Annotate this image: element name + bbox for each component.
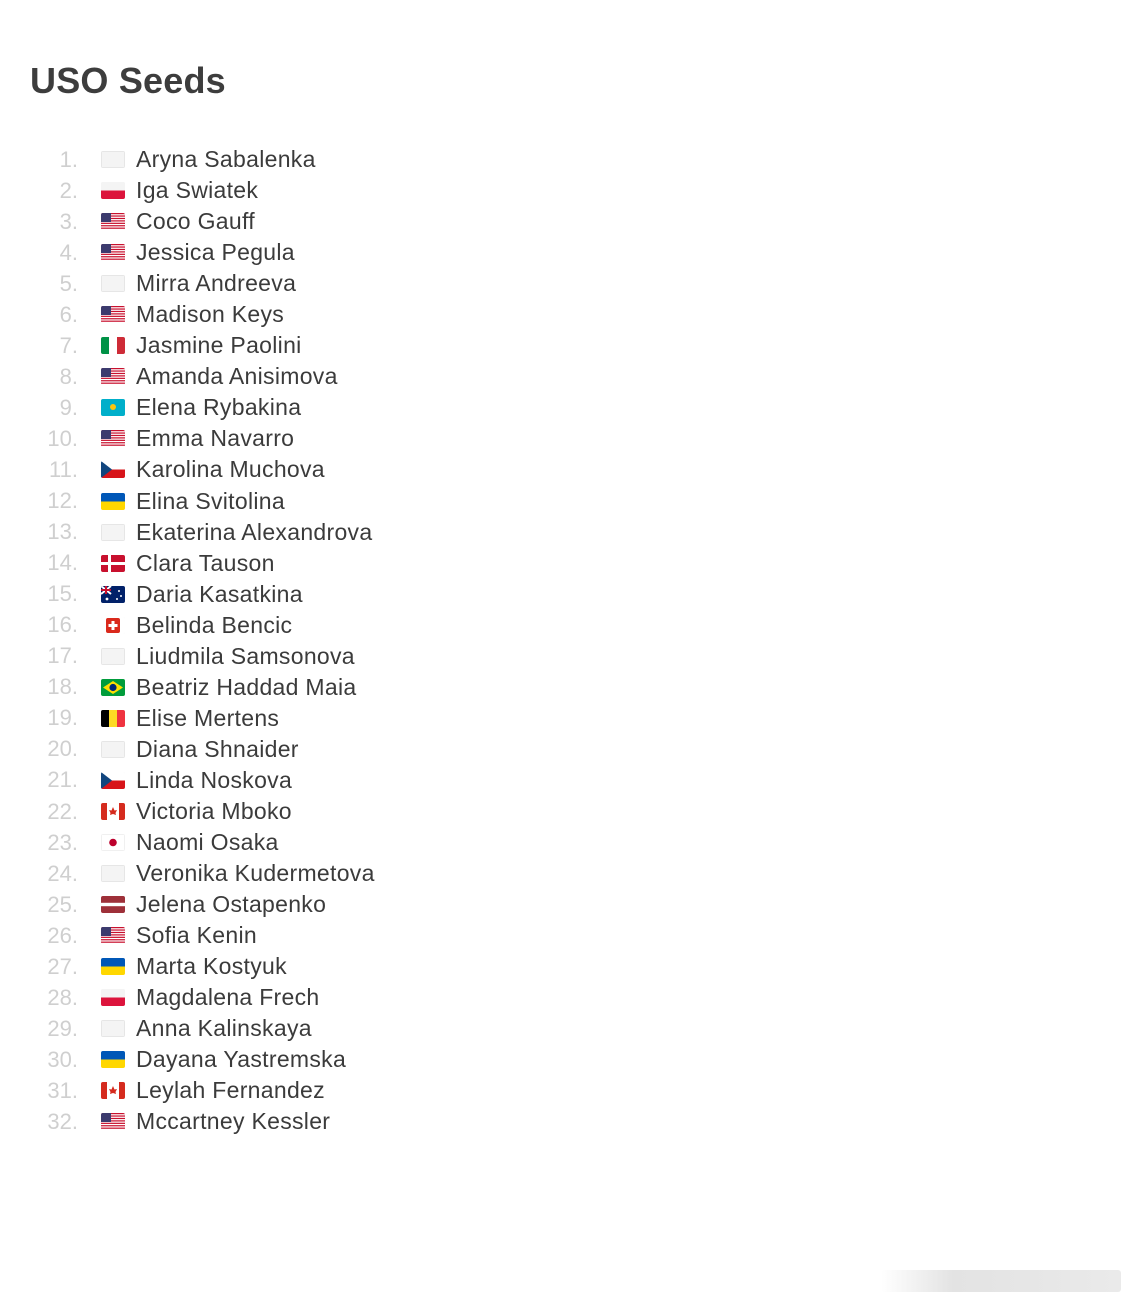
player-name: Coco Gauff [136, 208, 255, 235]
player-name: Aryna Sabalenka [136, 146, 316, 173]
seed-rank: 12. [47, 488, 78, 514]
usa-flag-icon [101, 368, 125, 385]
player-name: Magdalena Frech [136, 984, 320, 1011]
seed-rank: 32. [47, 1108, 78, 1134]
player-name: Clara Tauson [136, 549, 275, 576]
seed-rank: 14. [47, 550, 78, 576]
list-item [0, 827, 600, 858]
white-flag-icon [101, 648, 125, 665]
seed-rank: 25. [47, 891, 78, 917]
denmark-flag-icon [101, 555, 125, 572]
list-item [0, 579, 600, 610]
player-name: Victoria Mboko [136, 798, 292, 824]
poland-flag-icon [101, 989, 125, 1006]
seed-rank: 29. [47, 1015, 78, 1041]
list-item [0, 920, 600, 951]
player-name: Naomi Osaka [136, 829, 279, 856]
white-flag-icon [101, 741, 125, 758]
seed-rank: 1. [59, 146, 78, 172]
latvia-flag-icon [101, 896, 125, 913]
ukraine-flag-icon [101, 958, 125, 975]
player-name: Elena Rybakina [136, 394, 302, 421]
canada-flag-icon [101, 803, 125, 820]
japan-flag-icon [101, 834, 125, 851]
player-name: Veronika Kudermetova [136, 860, 375, 887]
seed-rank: 15. [47, 581, 78, 607]
white-flag-icon [101, 865, 125, 882]
list-item [0, 206, 600, 237]
list-item [0, 517, 600, 548]
seed-rank: 9. [59, 394, 78, 420]
seed-rank: 21. [47, 767, 78, 793]
seed-rank: 26. [47, 922, 78, 948]
white-flag-icon [101, 1020, 125, 1037]
player-name: Jessica Pegula [136, 239, 295, 266]
player-name: Ekaterina Alexandrova [136, 518, 373, 545]
list-item [0, 299, 600, 330]
player-name: Madison Keys [136, 301, 285, 328]
player-name: Mccartney Kessler [136, 1108, 331, 1135]
list-item [0, 268, 600, 299]
player-name: Jelena Ostapenko [136, 891, 327, 918]
kazakhstan-flag-icon [101, 399, 125, 416]
usa-flag-icon [101, 213, 125, 230]
seed-rank: 19. [47, 705, 78, 731]
czechia-flag-icon [101, 461, 125, 478]
seed-rank: 5. [59, 270, 78, 296]
list-item [0, 1044, 600, 1075]
usa-flag-icon [101, 306, 125, 323]
player-name: Diana Shnaider [136, 735, 299, 762]
ukraine-flag-icon [101, 493, 125, 510]
seed-rank: 31. [47, 1077, 78, 1103]
list-item [0, 454, 600, 485]
list-item [0, 486, 600, 517]
belgium-flag-icon [101, 710, 125, 727]
seed-rank: 22. [47, 798, 78, 824]
usa-flag-icon [101, 430, 125, 447]
player-name: Elise Mertens [136, 704, 280, 731]
list-item [0, 610, 600, 641]
list-item [0, 734, 600, 765]
brazil-flag-icon [101, 679, 125, 696]
seed-rank: 4. [59, 239, 78, 265]
list-item [0, 423, 600, 454]
player-name: Elina Svitolina [136, 487, 285, 514]
seed-list [0, 144, 600, 1138]
player-name: Belinda Bencic [136, 611, 293, 638]
seed-rank: 23. [47, 829, 78, 855]
list-item [0, 641, 600, 672]
list-item [0, 672, 600, 703]
seed-rank: 11. [49, 456, 78, 482]
player-name: Linda Noskova [136, 766, 293, 793]
canada-flag-icon [101, 1082, 125, 1099]
seed-rank: 6. [59, 301, 78, 327]
watermark [881, 1270, 1121, 1292]
poland-flag-icon [101, 182, 125, 199]
usa-flag-icon [101, 927, 125, 944]
list-item [0, 951, 600, 982]
list-item [0, 237, 600, 268]
player-name: Amanda Anisimova [136, 363, 338, 390]
list-item [0, 765, 600, 796]
seed-rank: 13. [47, 519, 78, 545]
player-name: Marta Kostyuk [136, 953, 287, 980]
white-flag-icon [101, 151, 125, 168]
seed-rank: 16. [47, 612, 78, 638]
seed-rank: 18. [47, 674, 78, 700]
list-item [0, 1106, 600, 1137]
seed-rank: 28. [47, 984, 78, 1010]
player-name: Mirra Andreeva [136, 270, 297, 297]
seed-rank: 7. [59, 332, 78, 358]
seed-rank: 2. [59, 177, 78, 203]
list-item [0, 858, 600, 889]
usa-flag-icon [101, 244, 125, 261]
player-name: Anna Kalinskaya [136, 1015, 312, 1042]
player-name: Sofia Kenin [136, 922, 257, 949]
player-name: Beatriz Haddad Maia [136, 673, 357, 700]
czechia-flag-icon [101, 772, 125, 789]
player-name: Jasmine Paolini [136, 332, 302, 359]
list-item [0, 982, 600, 1013]
player-name: Karolina Muchova [136, 456, 325, 483]
seed-rank: 20. [47, 736, 78, 762]
seed-rank: 24. [47, 860, 78, 886]
list-item [0, 144, 600, 175]
list-item [0, 361, 600, 392]
seed-rank: 30. [47, 1046, 78, 1072]
player-name: Liudmila Samsonova [136, 642, 355, 669]
player-name: Leylah Fernandez [136, 1077, 325, 1104]
seed-rank: 8. [59, 363, 78, 389]
list-item [0, 548, 600, 579]
list-item [0, 796, 600, 827]
seed-rank: 27. [47, 953, 78, 979]
player-name: Daria Kasatkina [136, 580, 303, 607]
seed-rank: 10. [47, 425, 78, 451]
player-name: Emma Navarro [136, 425, 295, 452]
list-item [0, 175, 600, 206]
seed-rank: 3. [59, 208, 78, 234]
list-item [0, 392, 600, 423]
australia-flag-icon [101, 586, 125, 603]
usa-flag-icon [101, 1113, 125, 1130]
player-name: Iga Swiatek [136, 177, 259, 204]
white-flag-icon [101, 524, 125, 541]
ukraine-flag-icon [101, 1051, 125, 1068]
list-item [0, 703, 600, 734]
white-flag-icon [101, 275, 125, 292]
switzerland-flag-icon [101, 617, 125, 634]
list-item [0, 889, 600, 920]
list-item [0, 1075, 600, 1106]
seed-rank: 17. [47, 643, 78, 669]
player-name: Dayana Yastremska [136, 1046, 347, 1073]
list-item [0, 330, 600, 361]
page-title: USO Seeds [30, 60, 226, 101]
italy-flag-icon [101, 337, 125, 354]
list-item [0, 1013, 600, 1044]
